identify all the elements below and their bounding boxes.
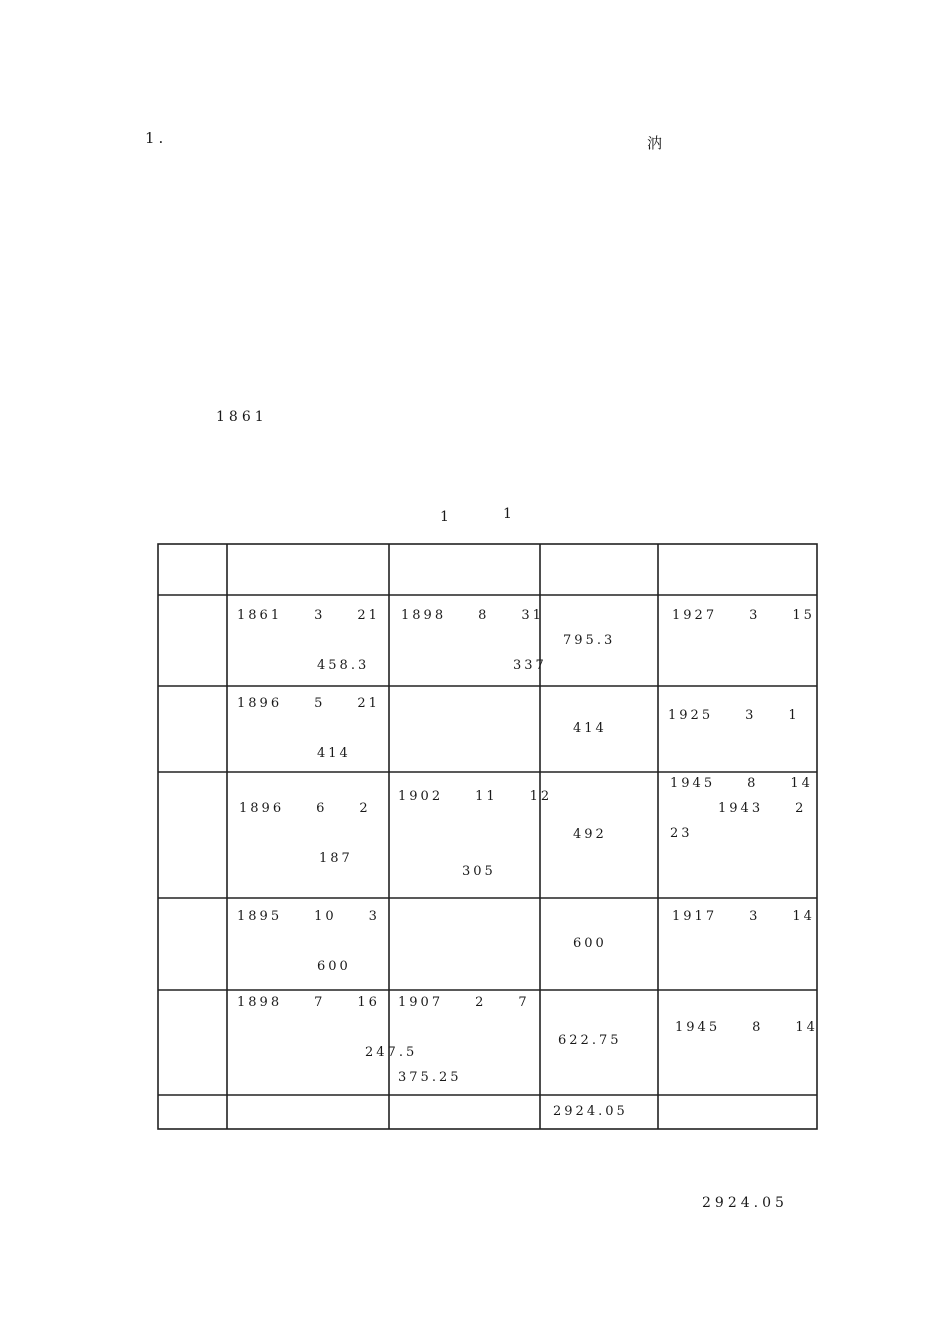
table-row-2-col-2: 1896 5 21 414 (237, 696, 380, 761)
table-row-1-label (183, 628, 199, 653)
table-row-4-col-4: 600 (573, 936, 623, 951)
paragraph-4-a (145, 406, 199, 426)
paragraph-6-c: 1 (503, 506, 516, 522)
paragraph-6-b: 1 (440, 509, 489, 525)
table-row-2-col-4: 414 (573, 721, 623, 736)
paragraph-4-b: 1861 (216, 409, 718, 425)
table-row-3-label (183, 822, 199, 847)
paragraph-5 (145, 456, 721, 476)
table-row-4-col-2: 1895 10 3 600 (237, 909, 380, 974)
paragraph-1-a (145, 257, 415, 277)
table-row-5-col-3: 1907 2 7 375.25 (398, 995, 530, 1085)
table-row-3-col-2: 1896 6 2 187 (239, 801, 371, 866)
table-row-1-col-4: 795.3 (563, 633, 632, 648)
table-row-5-label (183, 1028, 199, 1053)
table-row-4-label (183, 931, 199, 956)
table-row-3-col-4: 492 (573, 827, 623, 842)
header-col-2 (239, 557, 351, 582)
line-3 (145, 214, 663, 230)
header-col-1 (175, 545, 207, 595)
line-2-left (145, 179, 299, 195)
table-row-3-col-3: 1902 11 12 305 (398, 789, 553, 879)
table-total-value: 2924.05 (553, 1104, 644, 1119)
line-3-right (738, 208, 792, 228)
header-col-3 (397, 557, 509, 582)
footer-line-1-c (763, 1142, 799, 1162)
table-total-label (171, 1099, 203, 1124)
table-row-1-col-3: 1898 8 31 337 (401, 608, 547, 673)
table-row-3-col-5: 1945 8 14 1943 2 23 (670, 776, 813, 841)
top-right-text-2 (664, 136, 804, 152)
table-row-5-col-5: 1945 8 14 (675, 1020, 818, 1035)
top-right-text (530, 136, 628, 152)
paragraph-3-a (145, 356, 217, 376)
table-row-4-col-5: 1917 3 14 (672, 909, 815, 924)
header-col-5 (697, 557, 761, 582)
paragraph-2 (145, 306, 721, 326)
paragraph-1-b (474, 257, 636, 277)
paragraph-3-b (228, 356, 714, 376)
header-col-4 (569, 557, 617, 582)
footer-line-2-a (145, 1192, 577, 1212)
table-row-1-col-2: 1861 3 21 458.3 (237, 608, 380, 673)
table-row-5-col-2: 1898 7 16 247.5 (237, 995, 418, 1060)
data-table (157, 543, 818, 1130)
paragraph-6-a (145, 506, 379, 526)
heading: 1. (145, 129, 462, 147)
footer-line-2-b (650, 1192, 686, 1212)
table-row-2-label (183, 716, 199, 741)
line-2-right (326, 179, 746, 195)
paragraph-1-c (670, 257, 778, 277)
footer-line-2-c: 2924.05 (702, 1195, 806, 1211)
footer-line-1-b (474, 1142, 708, 1162)
table-row-1-col-5: 1927 3 15 (672, 608, 815, 623)
footer-line-1-a (145, 1142, 415, 1162)
table-row-2-col-5: 1925 3 1 (668, 708, 800, 723)
top-right-glyph: 汭 (647, 134, 663, 152)
table-row-5-col-4: 622.75 (558, 1033, 638, 1048)
